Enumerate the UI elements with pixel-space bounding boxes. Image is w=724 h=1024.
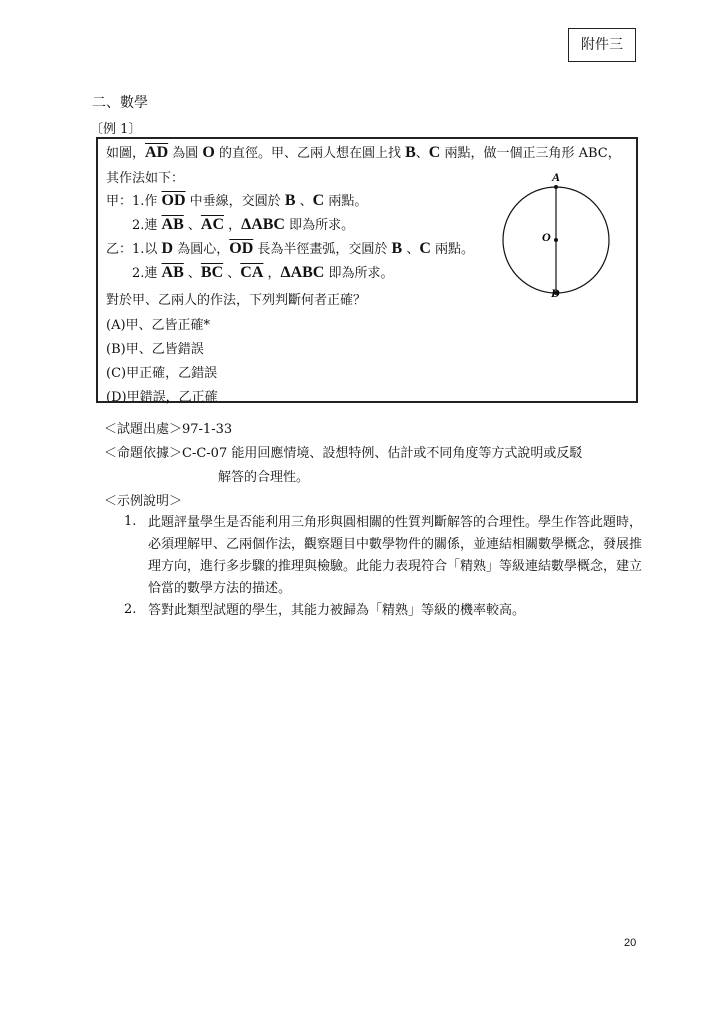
option-d: (D)甲錯誤，乙正確 bbox=[106, 390, 218, 405]
point-o-dot bbox=[554, 238, 558, 242]
point-b: B bbox=[405, 144, 416, 161]
basis-line-cont: 解答的合理性。 bbox=[218, 470, 310, 485]
circle-figure bbox=[496, 169, 626, 299]
option-b: (B)甲、乙皆錯誤 bbox=[106, 342, 204, 357]
segment-od: $\overline{OD}$ bbox=[161, 192, 186, 209]
explanation-num-2: 2. bbox=[124, 602, 137, 617]
question-line-1: 如圖，$\overline{AD}$ 為圓 O 的直徑。甲、乙兩人想在圓上找 B、C 兩點，做一個正三角形 ABC， bbox=[106, 144, 621, 161]
explanation-item-1: 此題評量學生是否能利用三角形與圓相關的性質判斷解答的合理性。學生作答此題時，必須理解甲、乙兩個作法，觀察題目中數學物件的關係，並連結相關數學概念，發展推理方向，進行多步驟的推理與檢驗。此能力表現符合「精熟」等級連結數學概念，建立恰當的數學方法的描述。 bbox=[148, 515, 643, 596]
explanation-num-1: 1. bbox=[124, 514, 137, 529]
option-a: (A)甲、乙皆正確* bbox=[106, 318, 211, 333]
method-a-step-2: 2.連 $\overline{AB}$ 、$\overline{AC}$ ，ΔABC 即為所求。 bbox=[132, 216, 355, 233]
attachment-label: 附件三 bbox=[568, 28, 636, 62]
explanation-item-2: 答對此類型試題的學生，其能力被歸為「精熟」等級的機率較高。 bbox=[148, 603, 526, 618]
question-prompt: 對於甲、乙兩人的作法，下列判斷何者正確？ bbox=[106, 293, 367, 308]
explanation-label: ＜示例說明＞ bbox=[104, 494, 183, 509]
label-d: D bbox=[551, 286, 560, 299]
page-number: 20 bbox=[624, 937, 637, 949]
method-b-step-2: 2.連 $\overline{AB}$ 、$\overline{BC}$ 、$\overline{CA}$ ，ΔABC 即為所求。 bbox=[132, 264, 394, 281]
label-o: O bbox=[542, 230, 551, 244]
point-o: O bbox=[202, 144, 215, 161]
point-a-dot bbox=[554, 185, 558, 189]
basis-line: ＜命題依據＞C-C-07 能用回應情境、設想特例、估計或不同角度等方式說明或反駁 bbox=[104, 446, 583, 461]
method-b-step-1: 乙：1.以 D 為圓心，$\overline{OD}$ 長為半徑畫弧，交圓於 B 、C 兩點。 bbox=[106, 240, 475, 257]
option-c: (C)甲正確，乙錯誤 bbox=[106, 366, 218, 381]
example-label: 〔例 1〕 bbox=[90, 122, 142, 137]
section-title: 二、數學 bbox=[92, 95, 148, 111]
segment-ad: $\overline{AD}$ bbox=[145, 144, 169, 161]
source-line: ＜試題出處＞97-1-33 bbox=[104, 422, 233, 437]
question-box bbox=[96, 137, 638, 403]
point-c: C bbox=[428, 144, 441, 161]
label-a: A bbox=[552, 170, 561, 184]
question-line-2: 其作法如下： bbox=[106, 171, 185, 186]
method-a-step-1: 甲：1.作 $\overline{OD}$ 中垂線，交圓於 B 、C 兩點。 bbox=[106, 192, 368, 209]
